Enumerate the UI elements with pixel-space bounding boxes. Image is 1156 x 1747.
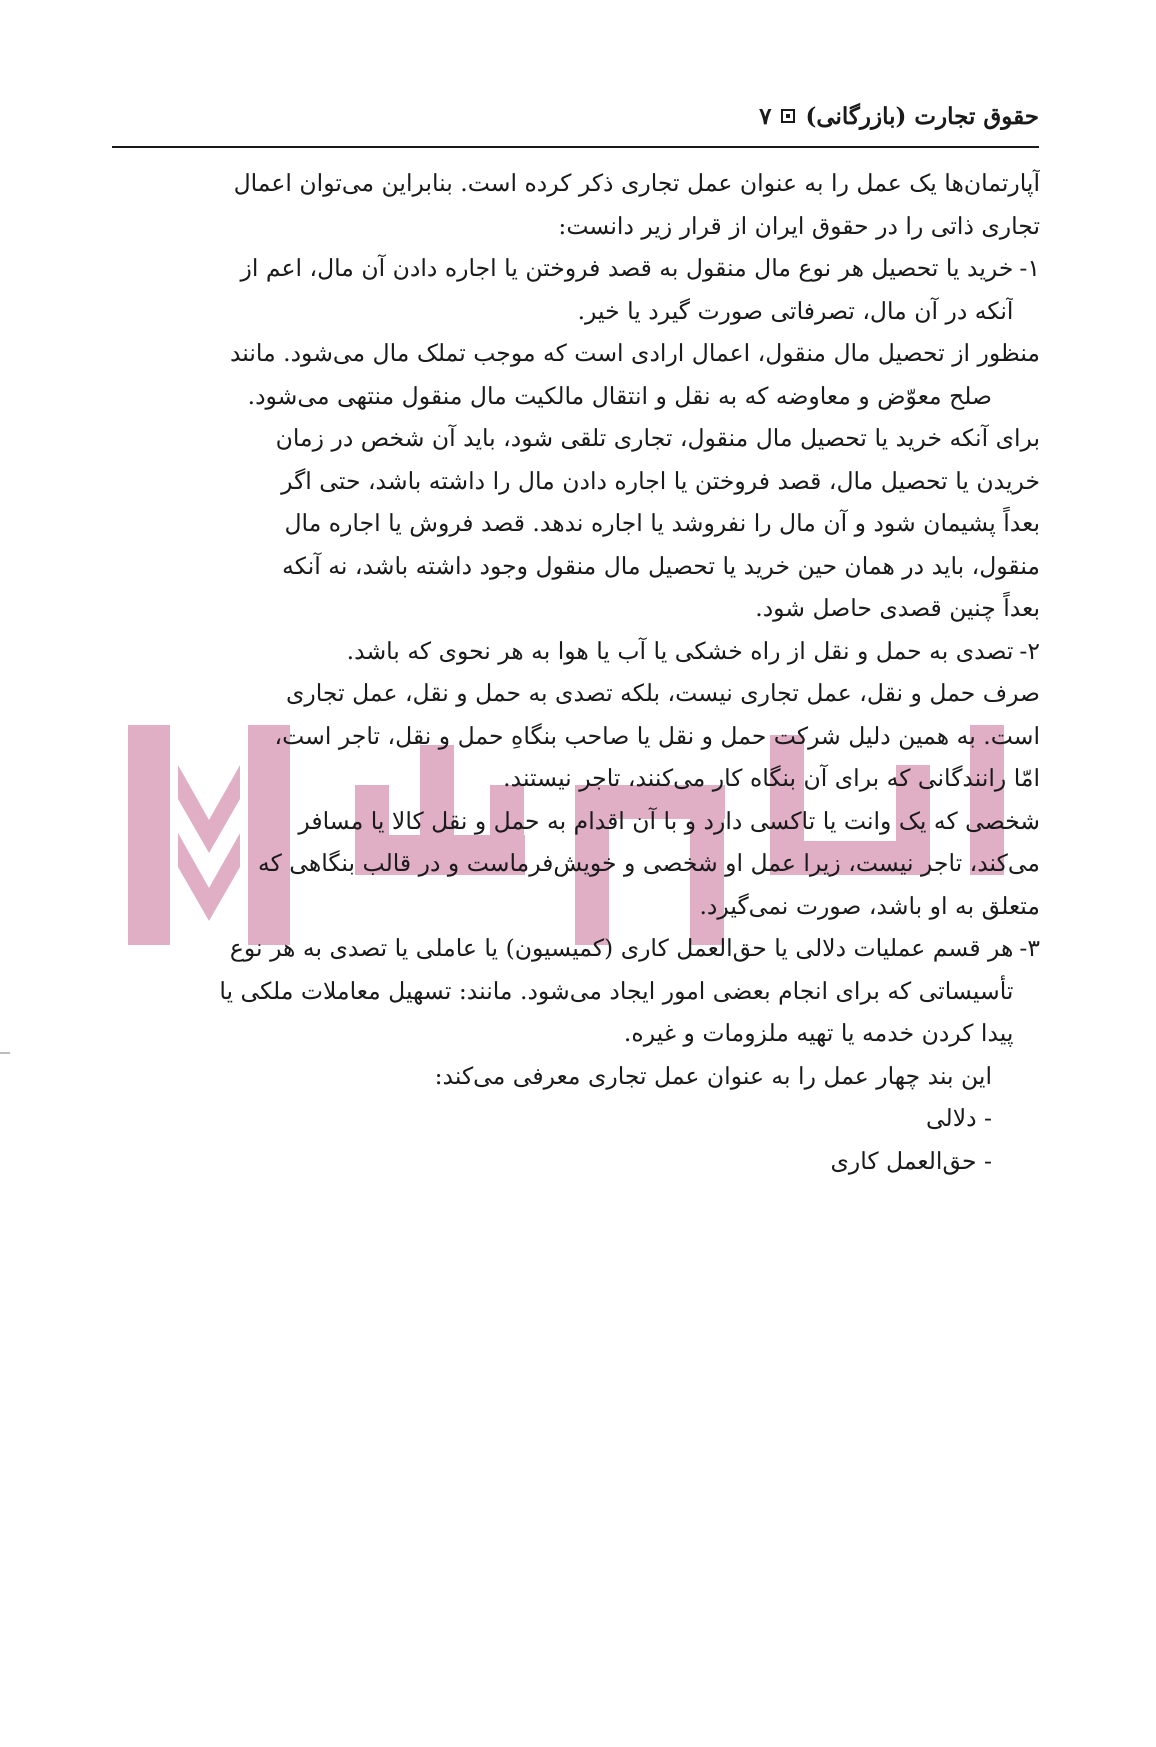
text-line: منقول، باید در همان حین خرید یا تحصیل مال منقول وجود داشته باشد، نه آنکه xyxy=(282,551,1040,580)
text-line: برای آنکه خرید یا تحصیل مال منقول، تجاری تلقی شود، باید آن شخص در زمان xyxy=(275,424,1040,452)
paragraph-serf xyxy=(112,672,1040,800)
text-line: امّا رانندگانی که برای آن بنگاه کار می‌کنند، تاجر نیستند. xyxy=(503,764,1040,792)
header-rule xyxy=(112,146,1039,148)
text-line: متعلق به او باشد، صورت نمی‌گیرد. xyxy=(699,891,1040,920)
text-line: بعداً پشیمان شود و آن مال را نفروشد یا اجاره ندهد. قصد فروش یا اجاره مال xyxy=(284,509,1040,537)
paragraph-intro xyxy=(112,162,1040,247)
text-line: صرف حمل و نقل، عمل تجاری نیست، بلکه تصدی به حمل و نقل، عمل تجاری xyxy=(286,679,1040,707)
list-item-2 xyxy=(112,630,1040,673)
text-line: این بند چهار عمل را به عنوان عمل تجاری معرفی می‌کند: xyxy=(434,1061,992,1090)
text-line: تجاری ذاتی را در حقوق ایران از قرار زیر دانست: xyxy=(558,211,1040,240)
margin-mark xyxy=(0,1052,10,1054)
text-line: شخصی که یک وانت یا تاکسی دارد و با آن اقدام به حمل و نقل کالا یا مسافر xyxy=(298,806,1040,835)
list-item-1 xyxy=(112,247,1040,332)
text-line: هر قسم عملیات دلالی یا حق‌العمل کاری (کمیسیون) یا عاملی یا تصدی به هر نوع xyxy=(229,934,1014,962)
text-line: است. به همین دلیل شرکت حمل و نقل یا صاحب بنگاهِ حمل و نقل، تاجر است، xyxy=(274,721,1040,750)
text-line: تأسیساتی که برای انجام بعضی امور ایجاد می‌شود. مانند: تسهیل معاملات ملکی یا xyxy=(219,976,1014,1005)
text-line: تصدی به حمل و نقل از راه خشکی یا آب یا هوا به هر نحوی که باشد. xyxy=(346,636,1014,665)
running-head xyxy=(112,96,1039,136)
paragraph-shakhsi xyxy=(112,800,1040,928)
list-item: - دلالی xyxy=(925,1104,992,1132)
item-number: ۲- xyxy=(1019,636,1040,665)
list-item: - حق‌العمل کاری xyxy=(830,1146,992,1175)
paragraph-band xyxy=(112,1055,1040,1098)
list-item-3 xyxy=(112,927,1040,1055)
text-line: صلح معوّض و معاوضه که به نقل و انتقال مالکیت مال منقول منتهی می‌شود. xyxy=(247,381,992,410)
text-line: خریدن یا تحصیل مال، قصد فروختن یا اجاره دادن مال را داشته باشد، حتی اگر xyxy=(281,466,1040,495)
text-line: پیدا کردن خدمه یا تهیه ملزومات و غیره. xyxy=(623,1019,1014,1047)
text-line: می‌کند، تاجر نیست، زیرا عمل او شخصی و خویش‌فرماست و در قالب بنگاهی که xyxy=(258,849,1040,877)
text-line: آپارتمان‌ها یک عمل را به عنوان عمل تجاری ذکر کرده است. بنابراین می‌توان اعمال xyxy=(233,169,1040,197)
item-number: ۱- xyxy=(1019,254,1040,282)
header-title: حقوق تجارت (بازرگانی) xyxy=(805,102,1039,130)
dash-list xyxy=(112,1097,1040,1182)
text-line: منظور از تحصیل مال منقول، اعمال ارادی است که موجب تملک مال می‌شود. مانند xyxy=(229,339,1040,367)
page-number: ۷ xyxy=(759,102,772,130)
text-line: بعداً چنین قصدی حاصل شود. xyxy=(755,594,1040,622)
item-number: ۳- xyxy=(1019,934,1040,962)
body-text xyxy=(112,162,1040,1182)
square-ornament-icon xyxy=(781,109,795,123)
text-line: خرید یا تحصیل هر نوع مال منقول به قصد فروختن یا اجاره دادن آن مال، اعم از xyxy=(240,254,1014,282)
text-line: آنکه در آن مال، تصرفاتی صورت گیرد یا خیر. xyxy=(577,296,1014,325)
paragraph-baraye xyxy=(112,417,1040,630)
paragraph-manzour xyxy=(112,332,1040,417)
